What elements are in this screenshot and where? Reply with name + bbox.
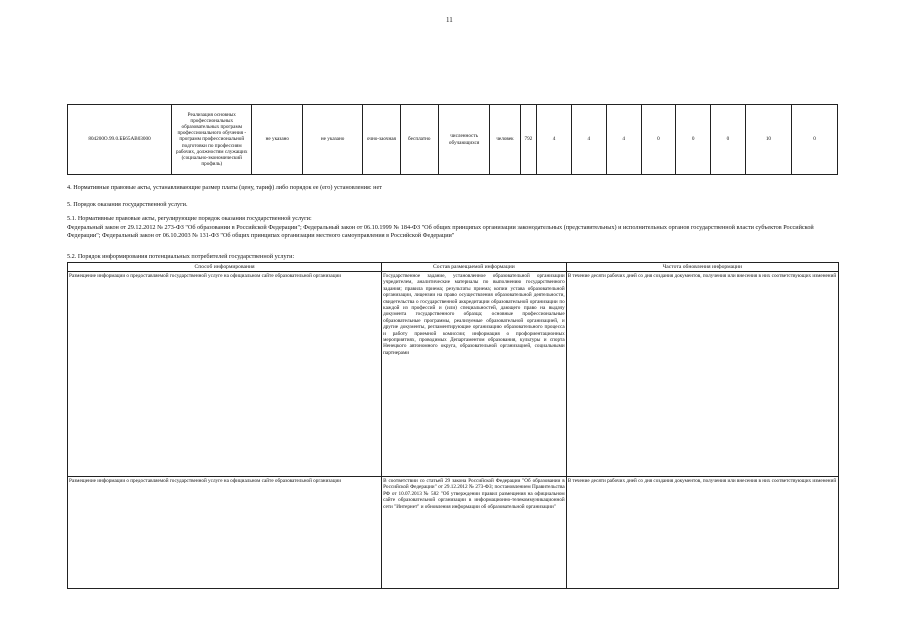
program-name: Реализация основных профессиональных образовательных программ профессионального обучения - программ профессиональной подготовки по профессиям рабочих, должностям служащих (социально-экономический профиль) bbox=[172, 105, 252, 175]
table-row bbox=[68, 272, 839, 477]
cell-c15: 0 bbox=[711, 105, 746, 175]
registry-code: 804200О.99.0.ББ65АВ03000 bbox=[68, 105, 172, 175]
information-table bbox=[67, 262, 839, 589]
row1-method: Размещение информации о предоставляемой государственной услуге на официальном сайте образовательной организации bbox=[68, 272, 382, 477]
cell-c12: 4 bbox=[606, 105, 641, 175]
cell-c9: 792 bbox=[520, 105, 537, 175]
cell-c14: 0 bbox=[676, 105, 711, 175]
header-content: Состав размещаемой информации bbox=[382, 263, 567, 272]
table-row bbox=[68, 477, 839, 589]
row1-content: Государственное задание, установленное образовательной организации учредителем, аналитические материалы по выполнению государственного задания; правила приема; результаты приема; копии устава образовательной организации, лицензии на право осуществления образовательной деятельности, свидетельства о государственной аккредитации образовательной организации по каждой из профессий и (или) специальностей, дающего право на выдачу документа государственного образца; основные профессиональные образовательные программы, реализуемые образовательной организацией, и другие документы, регламентирующие организацию образовательного процесса и работу приемной комиссии; информация о профориентационных мероприятиях, проводимых Департаментом образования, культуры и спорта Ненецкого автономного округа, образовательной организацией, социальными партнерами bbox=[382, 272, 567, 477]
section-5-2-heading: 5.2. Порядок информирования потенциальных потребителей государственной услуги: bbox=[67, 253, 295, 260]
cell-c7: численность обучающихся bbox=[438, 105, 490, 175]
cell-c11: 4 bbox=[571, 105, 606, 175]
service-volume-table bbox=[67, 104, 838, 175]
cell-c10: 4 bbox=[537, 105, 572, 175]
section-4-text: 4. Нормативные правовые акты, устанавливающие размер платы (цену, тариф) либо порядок ее (его) установления: нет bbox=[67, 184, 382, 191]
section-5-heading: 5. Порядок оказания государственной услуги. bbox=[67, 201, 188, 208]
table-row bbox=[68, 105, 838, 175]
cell-c16: 10 bbox=[745, 105, 791, 175]
cell-c8: человек bbox=[490, 105, 520, 175]
cell-c4: не указано bbox=[303, 105, 363, 175]
cell-c17: 0 bbox=[791, 105, 837, 175]
row2-method: Размещение информации о предоставляемой государственной услуге на официальном сайте образовательной организации bbox=[68, 477, 382, 589]
header-method: Способ информирования bbox=[68, 263, 382, 272]
row2-frequency: В течение десяти рабочих дней со дня создания документов, получения или внесения в них соответствующих изменений bbox=[566, 477, 838, 589]
page-number: 11 bbox=[446, 16, 453, 24]
cell-c3: не указано bbox=[252, 105, 303, 175]
cell-c5: очно-заочная bbox=[363, 105, 401, 175]
section-5-1-heading: 5.1. Нормативные правовые акты, регулирующие порядок оказания государственной услуги: bbox=[67, 215, 312, 222]
header-frequency: Частота обновления информации bbox=[566, 263, 838, 272]
row1-frequency: В течение десяти рабочих дней со дня создания документов, получения или внесения в них соответствующих изменений bbox=[566, 272, 838, 477]
section-5-1-text: Федеральный закон от 29.12.2012 № 273-ФЗ "Об образовании в Российской Федерации"; Федеральный закон от 06.10.1999 № 184-ФЗ "Об общих принципах организации законодательных (представительных) и исполнительных органов государственной власти субъектов Российской Федерации"; Федеральный закон от 06.10.2003 № 131-ФЗ "Об общих принципах организации местного самоуправления в Российской Федерации" bbox=[67, 224, 814, 239]
row2-content: В соответствии со статьей 29 закона Российской Федерации "Об образовании в Российской Федерации" от 29.12.2012 № 273-ФЗ; постановлением Правительства РФ от 10.07.2013 № 582 "Об утверждении правил размещения на официальном сайте образовательной организации в информационно-телекоммуникационной сети "Интернет" и обновления информации об образовательной организации" bbox=[382, 477, 567, 589]
cell-c6: бесплатно bbox=[400, 105, 438, 175]
cell-c13: 0 bbox=[641, 105, 676, 175]
table-header-row bbox=[68, 263, 839, 272]
